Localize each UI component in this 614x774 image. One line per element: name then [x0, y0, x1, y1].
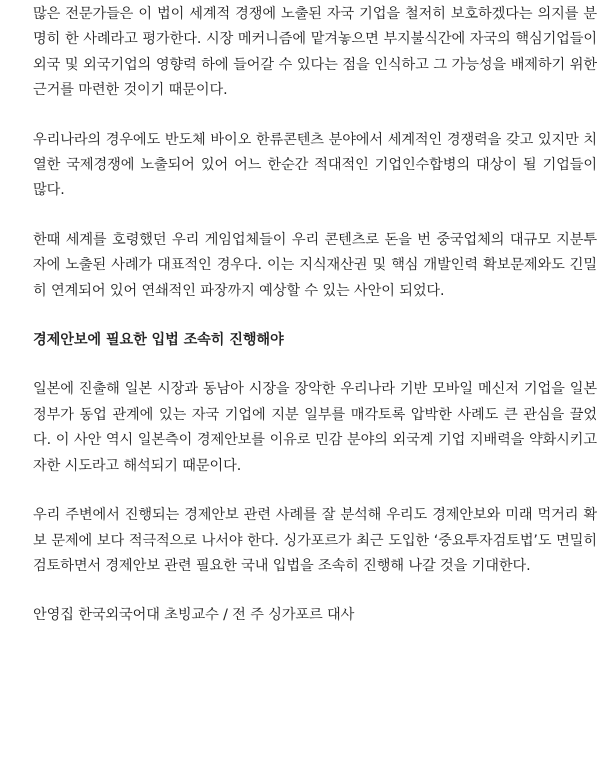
paragraph-1: 많은 전문가들은 이 법이 세계적 경쟁에 노출된 자국 기업을 철저히 보호하겠다는 의지를 분명히 한 사례라고 평가한다. 시장 메커니즘에 맡겨놓으면 부지불식간에 자국의 핵심기업들이 외국 및 외국기업의 영향력 하에 들어갈 수 있다는 점을 인식하고 그 가능성을 배제하기 위한 근거를 마련한 것이기 때문이다.	[33, 6, 597, 99]
paragraph-4: 일본에 진출해 일본 시장과 동남아 시장을 장악한 우리나라 기반 모바일 메신저 기업을 일본정부가 동업 관계에 있는 자국 기업에 지분 일부를 매각토록 압박한 사례도 큰 관심을 끌었다. 이 사안 역시 일본측이 경제안보를 이유로 민감 분야의 외국계 기업 지배력을 약화시키고자한 시도라고 해석되기 때문이다.	[33, 381, 597, 474]
author-byline: 안영집 한국외국어대 초빙교수 / 전 주 싱가포르 대사	[33, 607, 355, 624]
paragraph-3: 한때 세계를 호령했던 우리 게임업체들이 우리 콘텐츠로 돈을 번 중국업체의 대규모 지분투자에 노출된 사례가 대표적인 경우다. 이는 지식재산권 및 핵심 개발인력 확보문제와도 긴밀히 연계되어 있어 연쇄적인 파장까지 예상할 수 있는 사안이 되었다.	[33, 231, 597, 299]
article-body	[33, 2, 597, 629]
paragraph-5: 우리 주변에서 진행되는 경제안보 관련 사례를 잘 분석해 우리도 경제안보와 미래 먹거리 확보 문제에 보다 적극적으로 나서야 한다. 싱가포르가 최근 도입한 ‘중요투자검토법’도 면밀히 검토하면서 경제안보 관련 필요한 국내 입법을 조속히 진행해 나갈 것을 기대한다.	[33, 507, 597, 574]
section-subheading: 경제안보에 필요한 입법 조속히 진행해야	[33, 332, 284, 349]
paragraph-2: 우리나라의 경우에도 반도체 바이오 한류콘텐츠 분야에서 세계적인 경쟁력을 갖고 있지만 치열한 국제경쟁에 노출되어 있어 어느 한순간 적대적인 기업인수합병의 대상이 될 기업들이 많다.	[33, 131, 597, 199]
